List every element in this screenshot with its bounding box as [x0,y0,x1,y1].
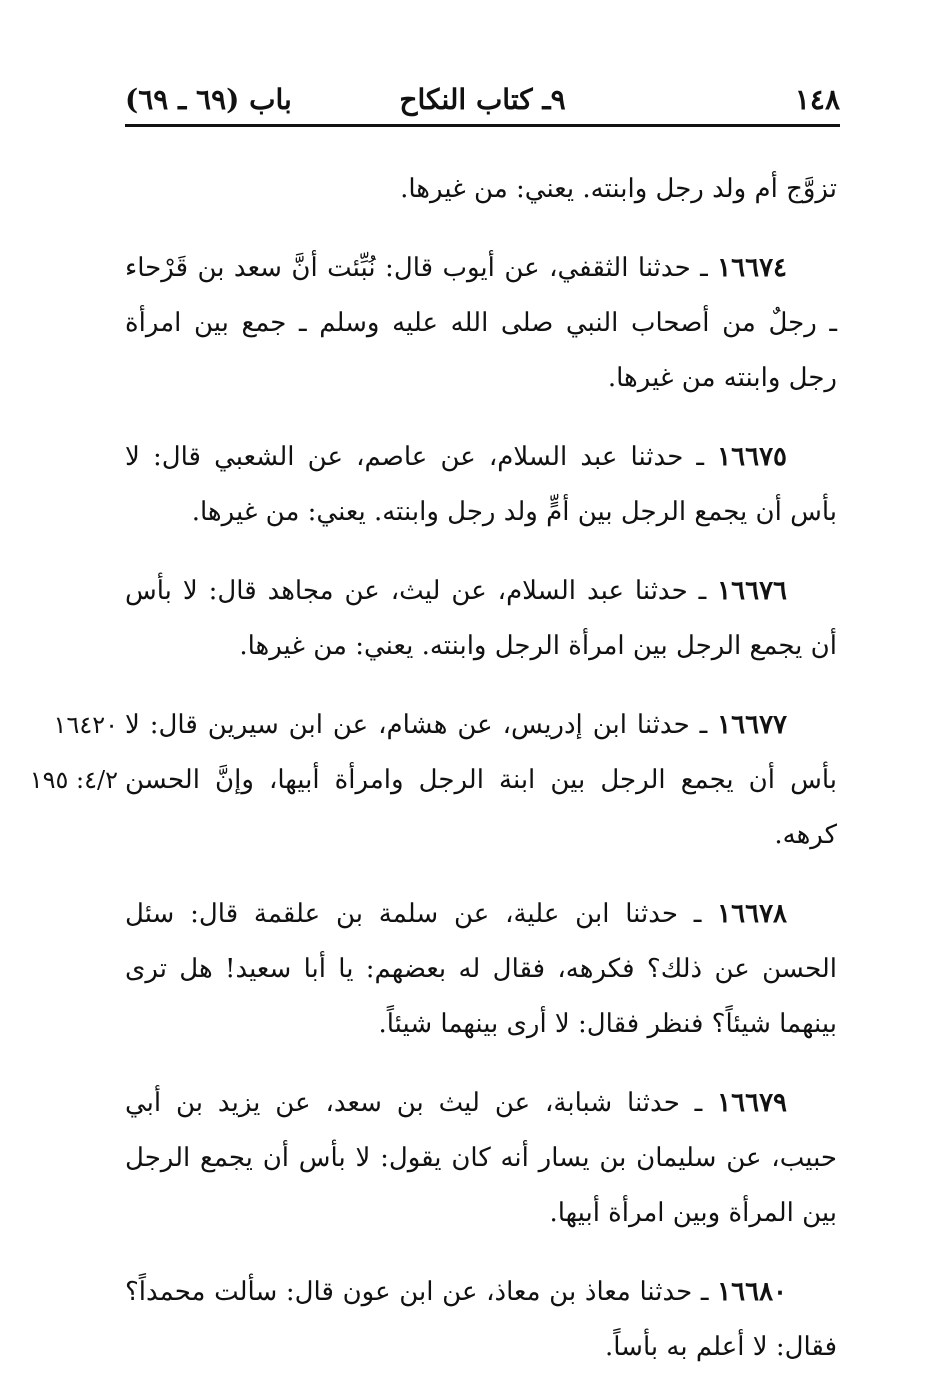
page-number: ١٤٨ [794,83,840,116]
hadith-entry [125,430,837,540]
hadith-entry [125,241,837,406]
chapter-title: باب (٦٩ ـ ٦٩) [125,83,292,116]
hadith-entry [125,1076,837,1241]
hadith-number: ١٦٦٧٦ [717,576,787,606]
hadith-number: ١٦٦٧٤ [717,253,787,283]
book-title: ٩ـ كتاب النكاح [399,83,566,116]
page-header [125,78,840,122]
hadith-entry [125,1265,837,1375]
entry-text: ـ حدثنا عبد السلام، عن ليث، عن مجاهد قال: لا بأس أن يجمع الرجل بين امرأة الرجل وابنته. يعني: من غيرها. [125,576,837,661]
margin-reference: ٤/٢: ١٩٥ [29,766,118,794]
entry-text: تزوَّج أم ولد رجل وابنته. يعني: من غيرها. [400,174,837,204]
entry-text: ـ حدثنا معاذ بن معاذ، عن ابن عون قال: سألت محمداً؟ فقال: لا أعلم به بأساً. [125,1277,837,1362]
hadith-number: ١٦٦٧٩ [717,1088,787,1118]
entry-text: ـ حدثنا ابن إدريس، عن هشام، عن ابن سيرين قال: لا بأس أن يجمع الرجل بين ابنة الرجل وامرأة أبيها، وإنَّ الحسن كرهه. [125,710,837,850]
hadith-entry [125,698,837,863]
entry-text: ـ حدثنا الثقفي، عن أيوب قال: نُبِّئت أنَّ سعد بن قَرْحاء ـ رجلٌ من أصحاب النبي صلى الله عليه وسلم ـ جمع بين امرأة رجل وابنته من غيرها. [125,253,837,393]
continuation-paragraph [125,162,837,217]
entry-text: ـ حدثنا ابن علية، عن سلمة بن علقمة قال: سئل الحسن عن ذلك؟ فكرهه، فقال له بعضهم: يا أبا سعيد! هل ترى بينهما شيئاً؟ فنظر فقال: لا أرى بينهما شيئاً. [125,899,837,1039]
header-divider [125,124,840,127]
entry-text: ـ حدثنا عبد السلام، عن عاصم، عن الشعبي قال: لا بأس أن يجمع الرجل بين أمٍّ ولد رجل وابنته. يعني: من غيرها. [125,442,837,527]
hadith-entry [125,887,837,1052]
page-body [125,162,837,1399]
margin-reference: ١٦٤٢٠ [53,711,118,739]
hadith-number: ١٦٦٨٠ [717,1277,787,1307]
entry-text: ـ حدثنا شبابة، عن ليث بن سعد، عن يزيد بن أبي حبيب، عن سليمان بن يسار أنه كان يقول: لا بأس أن يجمع الرجل بين المرأة وبين امرأة أبيها. [125,1088,837,1228]
hadith-number: ١٦٦٧٧ [717,710,787,740]
hadith-entry [125,564,837,674]
hadith-number: ١٦٦٧٨ [717,899,787,929]
hadith-number: ١٦٦٧٥ [717,442,787,472]
